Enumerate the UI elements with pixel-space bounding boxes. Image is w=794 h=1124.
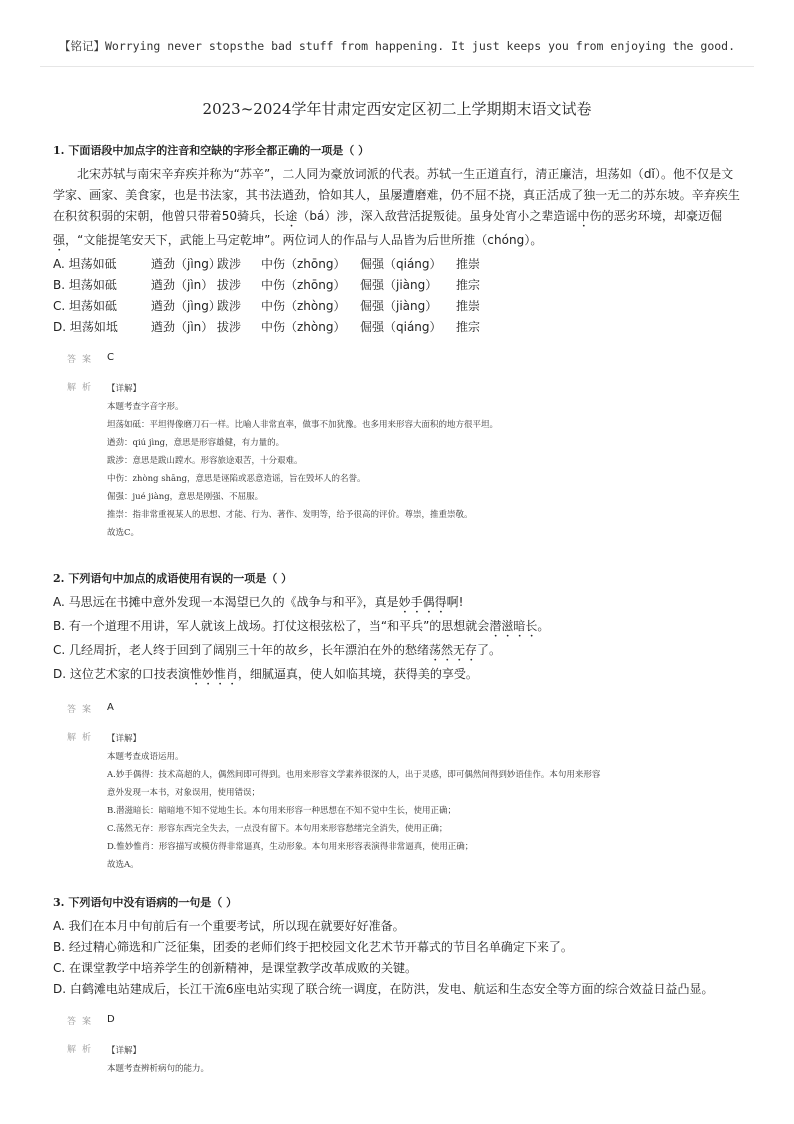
option-cell: D. 坦荡如坻 [53,320,118,334]
explain-label: 解析 [67,1045,98,1055]
question-2 [53,570,743,874]
options [53,254,743,338]
option-b[interactable]: B. 经过精心筛选和广泛征集，团委的老师们终于把校园文化艺术节开幕式的节目名单确定下来了。 [53,940,573,954]
explain-line: B.潜滋暗长：暗暗地不知不觉地生长。本句用来形容一种思想在不知不觉中生长，使用正确； [107,806,456,816]
option-cell: 中伤（zhòng） [261,299,346,313]
question-stem: 3. 下列语句中没有语病的一句是（ ） [53,896,238,909]
passage-text: 文学家、画家、美食家，也是书法家，其书法遒劲，恰如其人，虽屡遭磨难，仍不屈不挠，真正活成了独一无二的苏东坡。辛弃疾 [53,167,734,202]
option-cell: 遒劲（jìng） [151,257,221,271]
passage-text: ，“文能提笔安天下，武能上马定乾坤”。两位词人的作品与人品皆为后世所推 [65,233,476,247]
option-c[interactable]: C. 在课堂教学中培养学生的创新精神，是课堂教学改革成败的关键。 [53,961,418,975]
option-c[interactable] [53,296,743,317]
dotted-idiom: 惟妙惟肖 [189,667,238,681]
question-1 [53,142,743,542]
option-cell: 推崇 [456,299,481,313]
answer-label: 答案 [67,1017,98,1027]
explain-line: 意外发现一本书，对象误用，使用错误； [107,788,261,798]
option-cell: 倔强（qiáng） [360,257,442,271]
option-cell: 倔强（qiáng） [360,320,442,334]
option-text: C. 几经周折，老人终于回到了阔别三十年的故乡，长年漂泊在外的愁绪 [53,643,430,657]
explain-line: 【详解】 [107,734,142,744]
option-cell: 中伤（zhòng） [261,320,346,334]
passage-text: （chóng）。 [475,233,543,247]
answer-value: D [107,1014,115,1025]
option-cell: 倔强（jiàng） [360,299,438,313]
option-cell: 中伤（zhōng） [261,278,346,292]
options [53,916,743,1000]
option-c[interactable] [53,640,743,664]
question-3 [53,894,743,1078]
option-text: ，细腻逼真，使人如临其境，获得美的享受。 [237,667,478,681]
explanation [67,1042,743,1078]
dotted-idiom: 荡然无存 [429,643,478,657]
explain-line: D.惟妙惟肖：形容描写或模仿得非常逼真，生动形象。本句用来形容表演得非常逼真，使用正确； [107,842,474,852]
option-cell: 倔强（jiàng） [360,278,438,292]
passage-text: 北宋苏轼与南宋辛弃疾并称为“苏辛”，二人同为豪放词派的代表。苏轼一生正道直行，清正廉洁，坦荡如（dǐ）。他不仅是 [77,167,722,181]
option-cell: B. 坦荡如砥 [53,278,117,292]
answer-block [67,1014,743,1078]
answer-row [67,702,743,720]
question-stem: 1. 下面语段中加点字的注音和空缺的字形全都正确的一项是（ ） [53,144,370,157]
dotted-char: 途 [285,209,298,223]
answer-block [67,702,743,874]
explanation-body [107,380,743,542]
option-a[interactable] [53,254,743,275]
option-cell: 跋涉 [217,299,242,313]
explanation [67,380,743,542]
explain-line: 故选A。 [107,860,139,870]
option-d[interactable] [53,317,743,338]
passage-text: 伤的恶劣环境，却豪迈倔 [589,209,723,223]
option-d[interactable] [53,664,743,688]
option-cell: 中伤（zhōng） [261,257,346,271]
dotted-char: 强 [53,233,66,247]
option-cell: 遒劲（jìn） [151,278,214,292]
option-d[interactable]: D. 白鹤滩电站建成后，长江干流6座电站实现了联合统一调度，在防洪，发电、航运和生态安全等方面的综合效益日益凸显。 [53,982,714,996]
option-cell: 推崇 [456,257,481,271]
explain-line: 倔强：jué jiàng，意思是刚强、不屈服。 [107,492,264,502]
page-title: 2023~2024学年甘肃定西安定区初二上学期期末语文试卷 [202,100,592,118]
explanation-body [107,730,743,874]
passage [53,164,743,254]
explain-line: 跋涉：意思是跋山蹚水。形容旅途艰苦，十分艰难。 [107,456,303,466]
option-text: B. 有一个道理不用讲，军人就该上战场。打仗这根弦松了，当“和平兵”的思想就会 [53,619,490,633]
options [53,592,743,688]
option-a[interactable] [53,592,743,616]
option-text: 啊! [446,595,464,609]
dotted-idiom: 妙手偶得 [398,595,447,609]
explain-line: 遒劲：qiú jìng，意思是形容雄健，有力量的。 [107,438,285,448]
explain-label: 解析 [67,733,98,743]
option-a[interactable]: A. 我们在本月中旬前后有一个重要考试，所以现在就要好好准备。 [53,919,405,933]
option-b[interactable] [53,275,743,296]
explain-line: 【详解】 [107,384,142,394]
header-divider [40,66,754,67]
dotted-idiom: 潜滋暗长 [489,619,538,633]
option-b[interactable] [53,616,743,640]
explain-line: 中伤：zhòng shāng，意思是诬陷或恶意造谣，旨在毁坏人的名誉。 [107,474,366,484]
option-cell: 遒劲（jìng） [151,299,221,313]
explain-line: C.荡然无存：形容东西完全失去，一点没有留下。本句用来形容愁绪完全消失，使用正确； [107,824,448,834]
answer-row [67,1014,743,1032]
dotted-char: 中 [577,209,590,223]
explain-line: 本题考查成语运用。 [107,752,184,762]
option-cell: 遒劲（jìn） [151,320,214,334]
explanation-body [107,1042,743,1078]
motto-header: 【铭记】Worrying never stopsthe bad stuff from happening. It just keeps you from enjoying the good. [58,39,736,53]
answer-label: 答案 [67,705,98,715]
explain-line: 本题考查辨析病句的能力。 [107,1064,210,1074]
option-cell: C. 坦荡如砥 [53,299,118,313]
option-cell: 推宗 [456,320,481,334]
option-cell: A. 坦荡如砥 [53,257,117,271]
option-cell: 推宗 [456,278,481,292]
option-text: 了。 [477,643,502,657]
answer-value: C [107,352,114,363]
passage-text: 生在积贫积弱的宋朝，他曾只带着50骑兵，长 [53,188,740,223]
explain-line: 本题考查字音字形。 [107,402,184,412]
explain-line: 推崇：指非常重视某人的思想、才能、行为、著作、发明等，给予很高的评价。尊崇，推重崇敬。 [107,510,473,520]
question-stem: 2. 下列语句中加点的成语使用有误的一项是（ ） [53,572,293,585]
option-text: A. 马思远在书摊中意外发现一本渴望已久的《战争与和平》，真是 [53,595,399,609]
answer-label: 答案 [67,355,98,365]
explain-line: 坦荡如砥：平坦得像磨刀石一样。比喻人非常直率，做事不加犹豫。也多用来形容大面积的地方很平坦。 [107,420,499,430]
option-cell: 拔涉 [217,320,242,334]
explain-line: A.妙手偶得：技术高超的人，偶然间即可得到。也用来形容文学素养很深的人，出于灵感，即可偶然间得到妙语佳作。本句用来形容 [107,770,601,780]
option-text: D. 这位艺术家的口技表演 [53,667,190,681]
option-text: 。 [537,619,550,633]
option-cell: 拔涉 [217,278,242,292]
answer-row [67,352,743,370]
passage-text: （bá）涉，深入敌营活捉叛徒。虽身处宵小之辈造谣 [297,209,578,223]
answer-block [67,352,743,542]
answer-value: A [107,702,114,713]
explanation [67,730,743,874]
option-cell: 跋涉 [217,257,242,271]
explain-label: 解析 [67,383,98,393]
explain-line: 故选C。 [107,528,140,538]
explain-line: 【详解】 [107,1046,142,1056]
